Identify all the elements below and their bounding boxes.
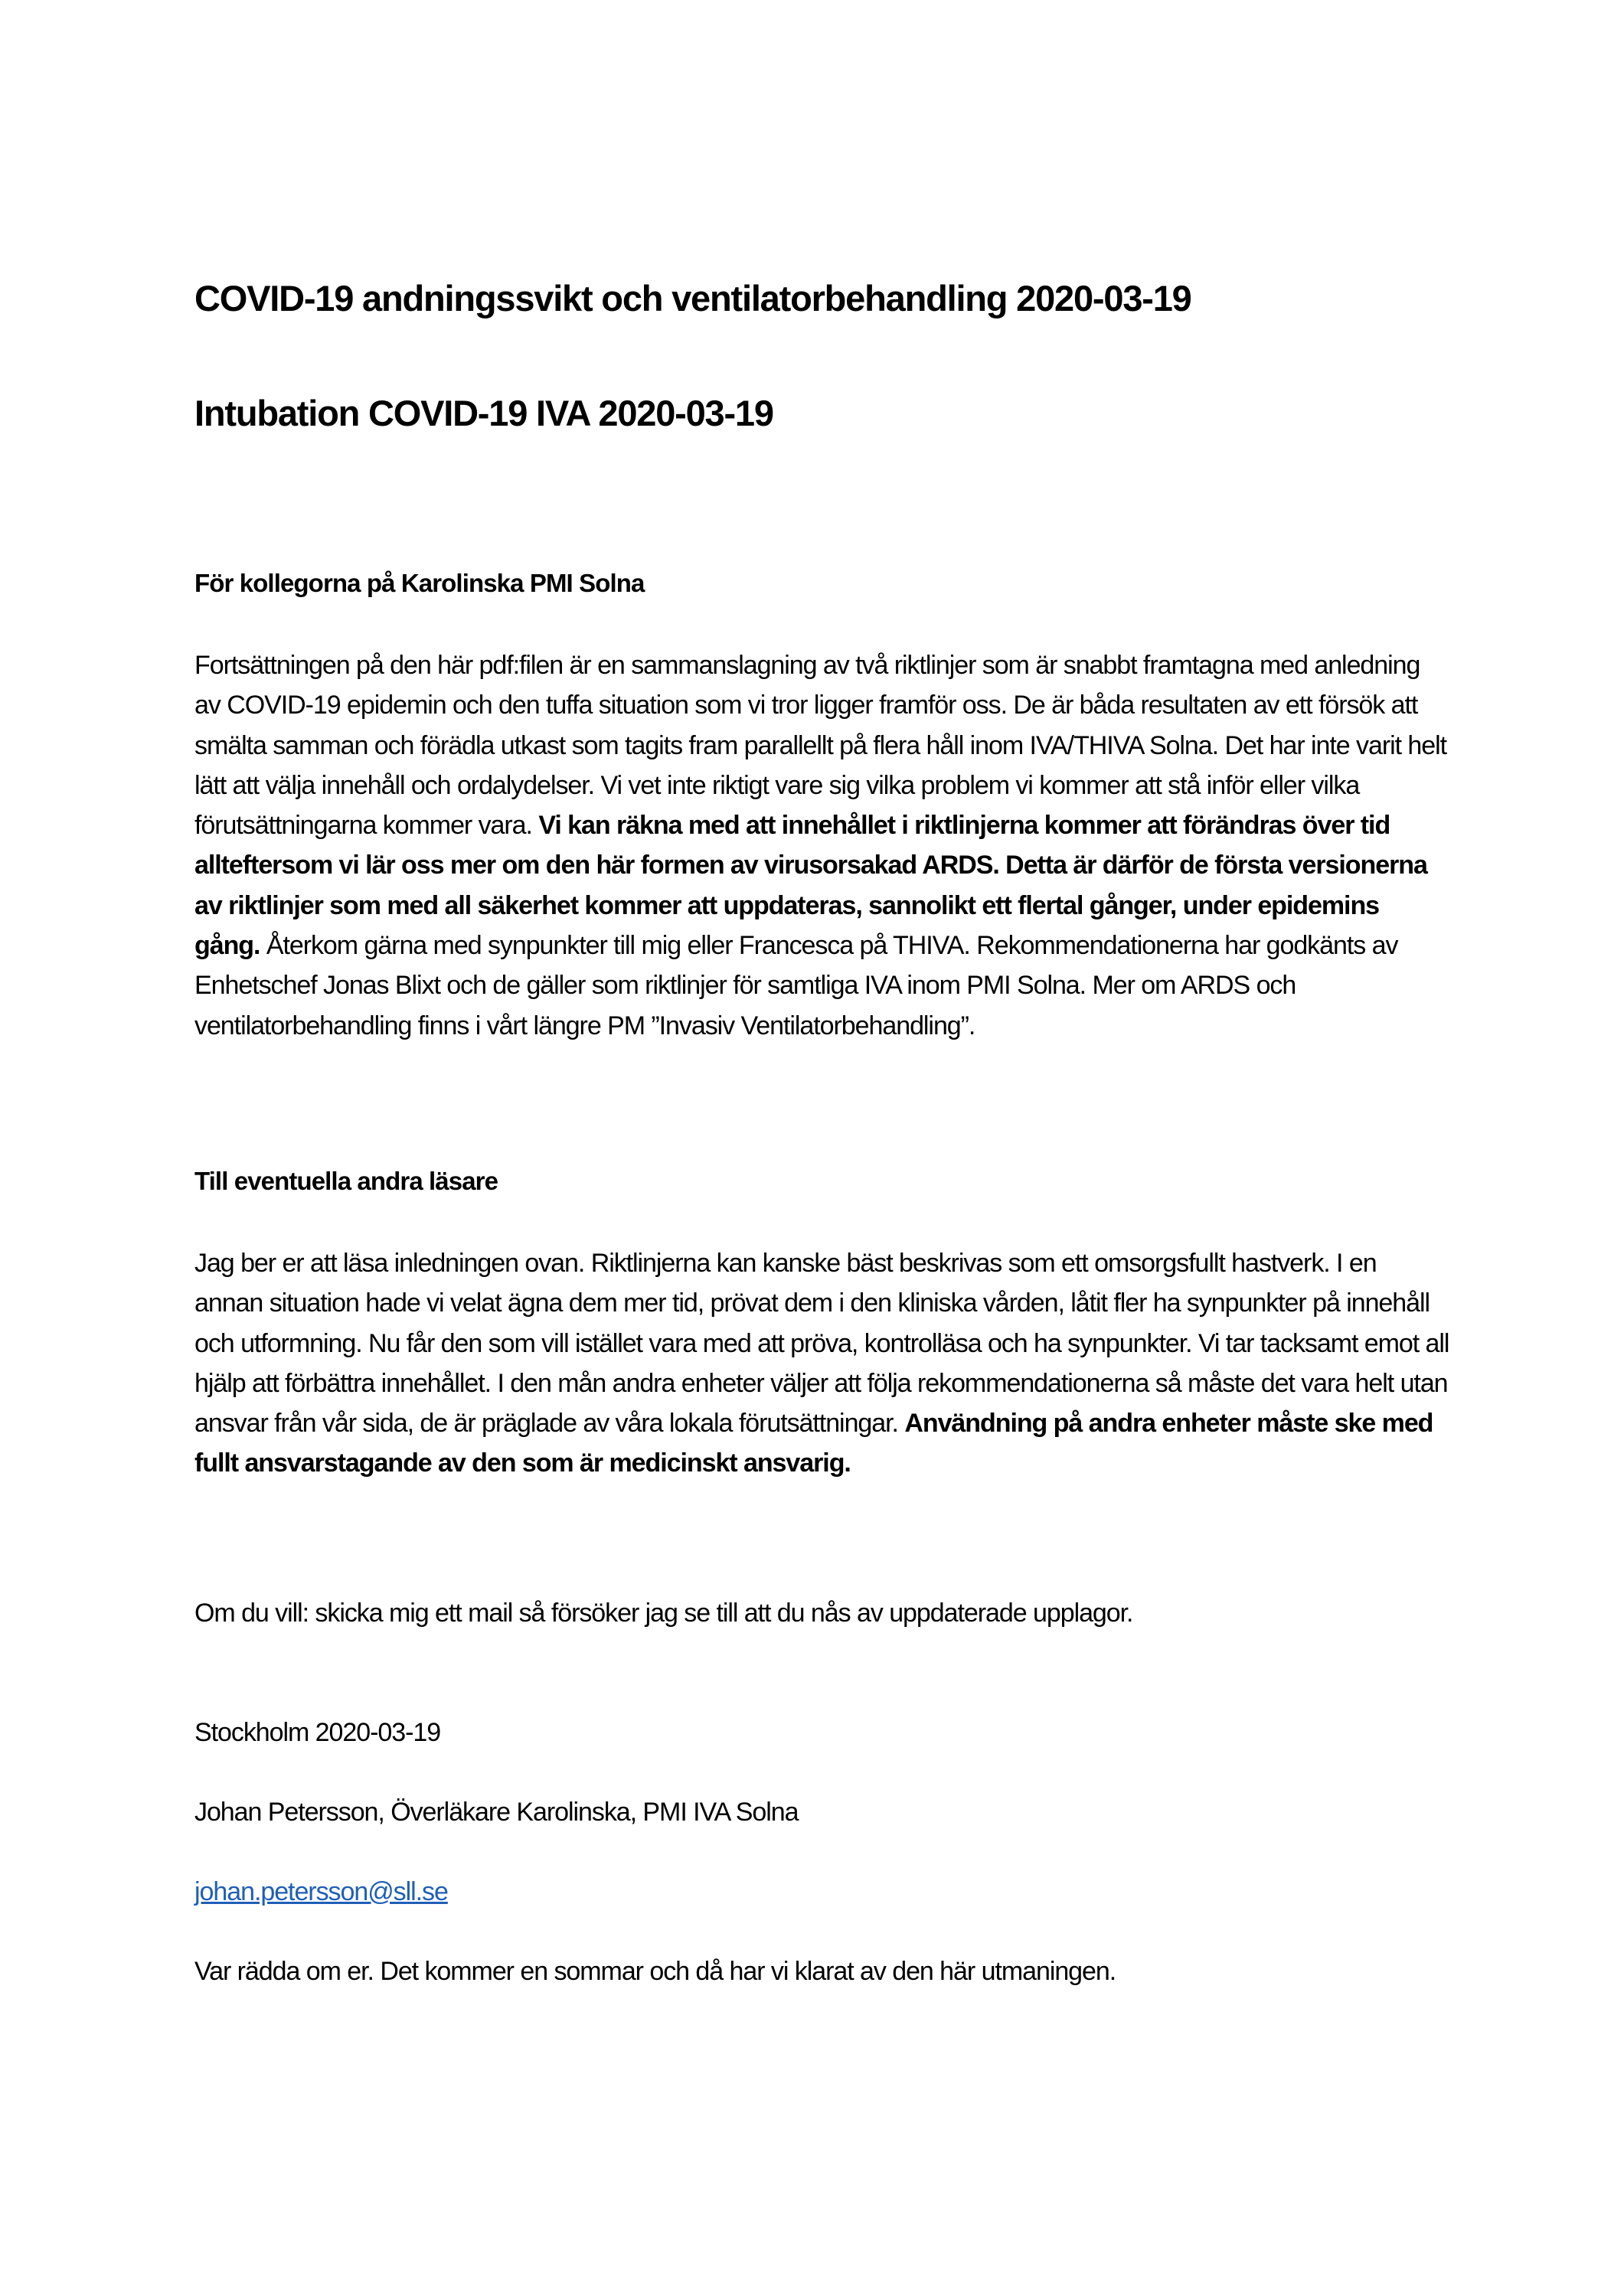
section-paragraph-other-readers [194,1243,1450,1484]
paragraph-text: Fortsättningen på den här pdf:filen är en sammanslagning av två riktlinjer som är snabbt framtagna med anledning av COVID-19 epidemin och den tuffa situation som vi tror ligger framför oss. De är båda resultaten av ett försök att smälta samman och förädla utkast som tagits fram parallellt på flera håll inom IVA/THIVA Solna. Det har inte varit helt lätt att välja innehåll och ordalydelser. Vi vet inte riktigt vare sig vilka problem vi kommer att stå inför eller vilka förutsättningarna kommer vara. [194,651,1446,841]
paragraph-text: Återkom gärna med synpunkter till mig eller Francesca på THIVA. Rekommendationerna har godkänts av Enhetschef Jonas Blixt och de gäller som riktlinjer för samtliga IVA inom PMI Solna. Mer om ARDS och ventilatorbehandling finns i vårt längre PM ”Invasiv Ventilatorbehandling”. [194,931,1398,1040]
mail-request-text: Om du vill: skicka mig ett mail så försöker jag se till att du nås av uppdaterade upplagor. [194,1599,1133,1628]
paragraph-bold-text: Vi kan räkna med att innehållet i riktlinjerna kommer att förändras över tid allteftersom vi lär oss mer om den här formen av virusorsakad ARDS. Detta är därför de första versionerna av riktlinjer som med all säkerhet kommer att uppdateras, sannolikt ett flertal gånger, under epidemins gång. [194,811,1427,961]
document-title: COVID-19 andningssvikt och ventilatorbehandling 2020-03-19 [194,278,1191,318]
section-heading-colleagues: För kollegorna på Karolinska PMI Solna [194,569,645,597]
paragraph-bold-text: Användning på andra enheter måste ske med fullt ansvarstagande av den som är medicinskt ansvarig. [194,1409,1433,1478]
document-subtitle: Intubation COVID-19 IVA 2020-03-19 [194,393,773,433]
section-heading-other-readers: Till eventuella andra läsare [194,1167,498,1195]
signature: Johan Petersson, Överläkare Karolinska, PMI IVA Solna [194,1798,799,1827]
closing-text: Var rädda om er. Det kommer en sommar och då har vi klarat av den här utmaningen. [194,1957,1116,1986]
place-date: Stockholm 2020-03-19 [194,1718,441,1747]
section-paragraph-colleagues [194,645,1450,1046]
paragraph-text: Jag ber er att läsa inledningen ovan. Riktlinjerna kan kanske bäst beskrivas som ett omsorgsfullt hastverk. I en annan situation hade vi velat ägna dem mer tid, prövat dem i den kliniska vården, låtit fler ha synpunkter på innehåll och utformning. Nu får den som vill istället vara med att pröva, kontrolläsa och ha synpunkter. Vi tar tacksamt emot all hjälp att förbättra innehållet. I den mån andra enheter väljer att följa rekommendationerna så måste det vara helt utan ansvar från vår sida, de är präglade av våra lokala förutsättningar. [194,1249,1449,1439]
email-link[interactable]: johan.petersson@sll.se [194,1877,448,1906]
